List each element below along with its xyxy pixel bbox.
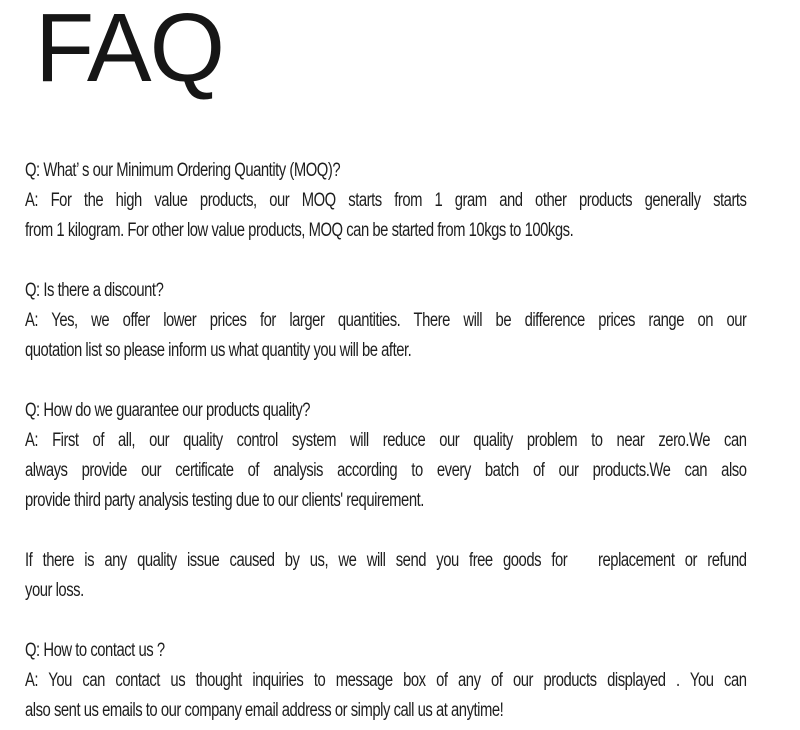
- question-line: Q: How to contact us ?: [25, 640, 165, 661]
- answer-line: A: Yes, we offer lower prices for larger quantities. There will be difference prices range on our: [25, 310, 747, 331]
- answer-line: also sent us emails to our company email address or simply call us at anytime!: [25, 700, 504, 721]
- faq-block-quality: [25, 396, 747, 516]
- faq-block-contact: [25, 636, 747, 726]
- note-line: your loss.: [25, 580, 84, 601]
- answer-line: from 1 kilogram. For other low value products, MOQ can be started from 10kgs to 100kgs.: [25, 220, 574, 241]
- faq-block-moq: [25, 156, 747, 246]
- faq-note-refund: [25, 546, 747, 606]
- page-title: FAQ: [35, 0, 224, 102]
- answer-line: provide third party analysis testing due to our clients' requirement.: [25, 490, 424, 511]
- question-line: Q: Is there a discount?: [25, 280, 164, 301]
- question-line: Q: What’ s our Minimum Ordering Quantity (MOQ)?: [25, 160, 341, 181]
- answer-line: A: For the high value products, our MOQ starts from 1 gram and other products generally starts: [25, 190, 747, 211]
- answer-line: always provide our certificate of analysis according to every batch of our products.We can also: [25, 460, 747, 481]
- faq-content: [25, 156, 747, 726]
- note-line: If there is any quality issue caused by us, we will send you free goods for replacement or refund: [25, 550, 747, 571]
- answer-line: A: You can contact us thought inquiries to message box of any of our products displayed . You can: [25, 670, 747, 691]
- answer-line: quotation list so please inform us what quantity you will be after.: [25, 340, 412, 361]
- answer-line: A: First of all, our quality control system will reduce our quality problem to near zero.We can: [25, 430, 747, 451]
- faq-block-discount: [25, 276, 747, 366]
- question-line: Q: How do we guarantee our products quality?: [25, 400, 311, 421]
